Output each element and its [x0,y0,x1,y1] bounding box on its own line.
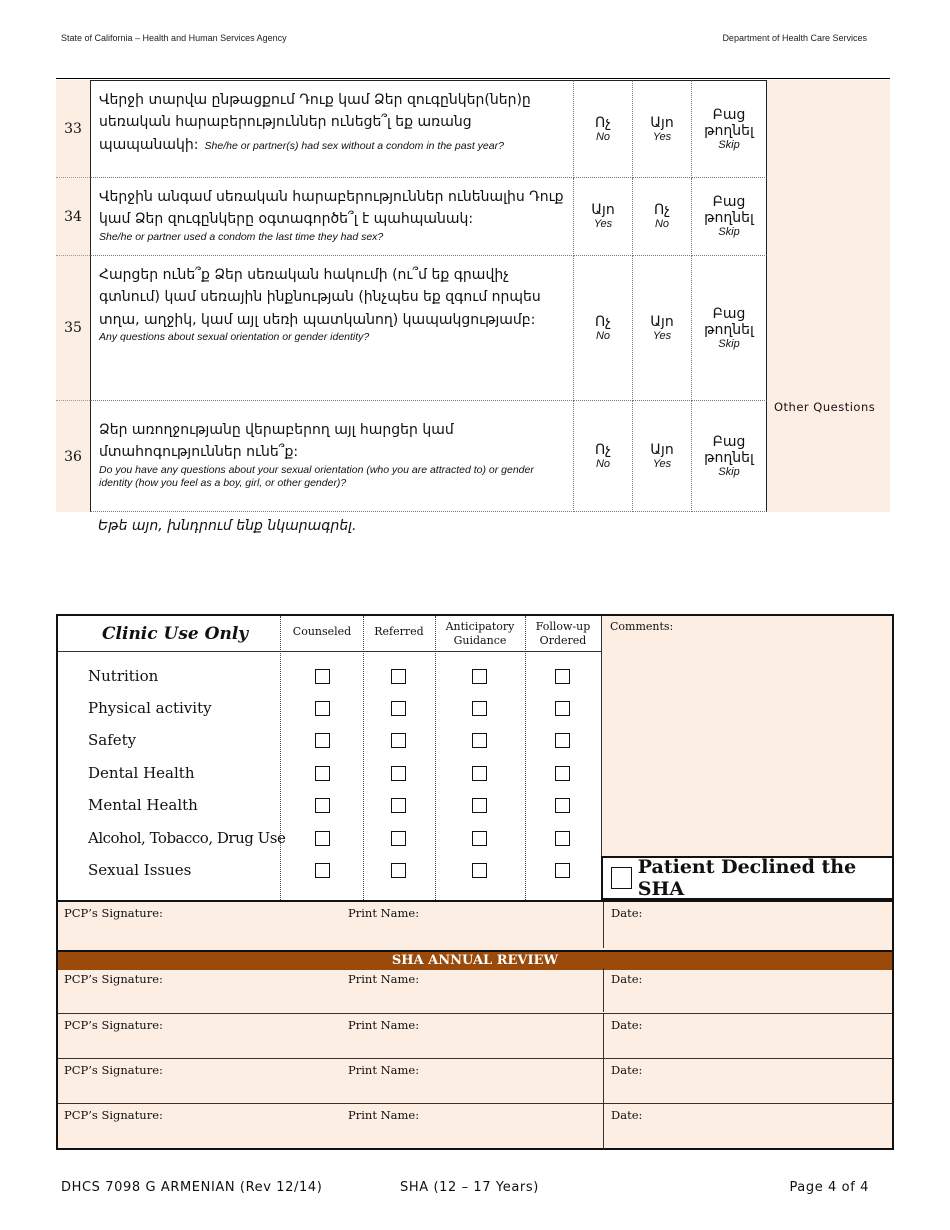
checkbox[interactable] [555,701,570,716]
checkbox[interactable] [555,733,570,748]
option-armenian: Ոչ [595,441,611,458]
col-anticipatory-guidance: Anticipatory Guidance [445,620,515,647]
checkbox[interactable] [315,766,330,781]
checkbox[interactable] [472,669,487,684]
date-label: Date: [611,1063,643,1077]
question-number: 34 [56,178,90,256]
sig-divider [603,1104,604,1149]
option-armenian: Այո [650,114,674,131]
clinic-title: Clinic Use Only [102,624,249,644]
grid-divider [435,616,436,900]
option-english: Yes [652,457,672,470]
checkbox[interactable] [391,733,406,748]
header-department: Department of Health Care Services [722,33,867,43]
comments-label: Comments: [610,620,674,633]
checkbox[interactable] [391,701,406,716]
answer-option-2[interactable] [633,178,692,256]
clinic-row-label: Nutrition [88,667,159,685]
option-english: No [595,329,611,342]
clinic-row-label: Safety [88,731,137,749]
option-english: Yes [652,130,672,143]
option-armenian: Բաց թողնել [704,106,754,139]
checkbox[interactable] [391,798,406,813]
option-english: No [654,218,670,231]
declined-label: Patient Declined the SHA [637,856,857,900]
signature-row [58,900,892,948]
option-english: Yes [652,329,672,342]
option-english: Skip [718,226,740,239]
option-english: Yes [593,218,613,231]
checkbox[interactable] [472,798,487,813]
answer-option-1[interactable] [574,401,633,512]
question-row-35 [56,256,890,401]
checkbox[interactable] [391,766,406,781]
option-armenian: Բաց թողնել [704,433,754,466]
footer-form-id: DHCS 7098 G ARMENIAN (Rev 12/14) [61,1180,323,1195]
question-number: 35 [56,256,90,401]
declined-checkbox[interactable] [611,867,632,889]
checkbox[interactable] [472,831,487,846]
option-armenian: Այո [591,202,615,219]
question-row-33 [56,80,890,178]
checkbox[interactable] [315,798,330,813]
option-armenian: Ոչ [654,202,670,219]
answer-option-skip[interactable] [692,401,767,512]
checkbox[interactable] [555,831,570,846]
sig-divider [603,968,604,1012]
col-counseled: Counseled [292,625,352,638]
clinic-row-label: Physical activity [88,699,212,717]
annual-review-banner: SHA ANNUAL REVIEW [58,950,892,970]
question-english: She/he or partner(s) had sex without a condom in the past year? [204,139,504,152]
option-armenian: Այո [650,441,674,458]
checkbox[interactable] [472,733,487,748]
answer-option-skip[interactable] [692,80,767,178]
grid-divider [601,616,602,856]
print-name-label: Print Name: [348,1108,420,1122]
pcp-signature-label: PCP’s Signature: [64,1108,163,1122]
checkbox[interactable] [391,669,406,684]
grid-divider [525,616,526,900]
checkbox[interactable] [555,798,570,813]
col-follow-up-ordered: Follow-up Ordered [535,620,591,647]
answer-option-skip[interactable] [692,178,767,256]
question-armenian: Ձեր առողջությանը վերաբերող այլ հարցեր կամ մտահոգություններ ունե՞ք: [99,422,454,461]
question-armenian: Վերջին անգամ սեռական հարաբերություններ ունենալիս Դուք կամ Ձեր զուգընկերը օգտագործե՞լ է պահպանակ: [99,189,564,228]
answer-option-1[interactable] [574,256,633,401]
checkbox[interactable] [472,766,487,781]
question-text [90,178,574,256]
question-armenian: Հարցեր ունե՞ք Ձեր սեռական հակումի (ու՞մ եք գրավիչ գտնում) կամ սեռային ինքնության (ինչպես եք զգում որպես տղա, աղջիկ, կամ այլ սեռի պատկանող) կապակցությամբ: [99,267,541,328]
clinic-use-section [56,614,894,1150]
answer-option-1[interactable] [574,178,633,256]
checkbox[interactable] [472,863,487,878]
grid-divider [280,616,281,900]
option-english: Skip [718,337,740,350]
question-english: Do you have any questions about your sexual orientation (who you are attracted to) or gender identity (how you feel as a boy, girl, or other gender)? [99,463,534,489]
checkbox[interactable] [391,831,406,846]
question-armenian: Վերջի տարվա ընթացքում Դուք կամ Ձեր զուգընկեր(ներ)ը սեռական հարաբերություններ ունեցե՞լ եք առանց պապանակի: [99,92,531,153]
answer-option-2[interactable] [633,256,692,401]
question-row-34 [56,178,890,256]
question-english: Any questions about sexual orientation or gender identity? [99,331,370,344]
print-name-label: Print Name: [348,1018,420,1032]
option-armenian: Ոչ [595,114,611,131]
pcp-signature-label: PCP’s Signature: [64,972,163,986]
pcp-signature-label: PCP’s Signature: [64,906,163,920]
question-number: 36 [56,401,90,512]
sig-divider [603,902,604,948]
checkbox[interactable] [555,669,570,684]
option-armenian: Բաց թողնել [704,194,754,227]
question-row-36 [56,401,890,512]
signature-row [58,1013,892,1058]
date-label: Date: [611,906,643,920]
option-english: No [595,457,611,470]
clinic-row-label: Sexual Issues [88,861,192,879]
question-number: 33 [56,80,90,178]
checkbox[interactable] [315,701,330,716]
patient-declined-box[interactable] [601,856,894,900]
question-text [90,80,574,178]
signature-row [58,968,892,1012]
grid-divider [363,616,364,900]
pcp-signature-label: PCP’s Signature: [64,1018,163,1032]
option-armenian: Այո [650,313,674,330]
question-text [90,401,574,512]
checkbox[interactable] [315,733,330,748]
option-armenian: Ոչ [595,313,611,330]
header-rule [58,651,601,652]
signature-row [58,1058,892,1103]
checkbox[interactable] [472,701,487,716]
pcp-signature-label: PCP’s Signature: [64,1063,163,1077]
clinic-row-label: Dental Health [88,764,195,782]
checkbox[interactable] [391,863,406,878]
clinic-grid-background [58,616,601,900]
signature-row [58,1103,892,1149]
col-referred: Referred [374,625,424,638]
checkbox[interactable] [315,831,330,846]
clinic-row-label: Mental Health [88,796,198,814]
date-label: Date: [611,972,643,986]
answer-option-2[interactable] [633,401,692,512]
answer-option-2[interactable] [633,80,692,178]
option-english: Skip [718,465,740,478]
checkbox[interactable] [555,863,570,878]
option-english: No [595,130,611,143]
option-armenian: Բաց թողնել [704,305,754,338]
clinic-row-label: Alcohol, Tobacco, Drug Use [88,829,286,847]
footer-page-number: Page 4 of 4 [789,1180,869,1195]
checkbox[interactable] [555,766,570,781]
print-name-label: Print Name: [348,1063,420,1077]
question-english: She/he or partner used a condom the last time they had sex? [99,230,384,243]
header-agency: State of California – Health and Human Services Agency [61,33,287,43]
option-english: Skip [718,138,740,151]
describe-prompt: Եթե այո, խնդրում ենք նկարագրել. [98,518,357,534]
checkbox[interactable] [315,863,330,878]
other-questions-label: Other Questions [774,400,876,414]
question-text [90,256,574,401]
checkbox[interactable] [315,669,330,684]
top-rule [56,78,890,79]
sig-divider [603,1059,604,1103]
sig-divider [603,1014,604,1058]
date-label: Date: [611,1018,643,1032]
print-name-label: Print Name: [348,906,420,920]
date-label: Date: [611,1108,643,1122]
print-name-label: Print Name: [348,972,420,986]
answer-option-1[interactable] [574,80,633,178]
footer-form-title: SHA (12 – 17 Years) [400,1180,539,1195]
answer-option-skip[interactable] [692,256,767,401]
